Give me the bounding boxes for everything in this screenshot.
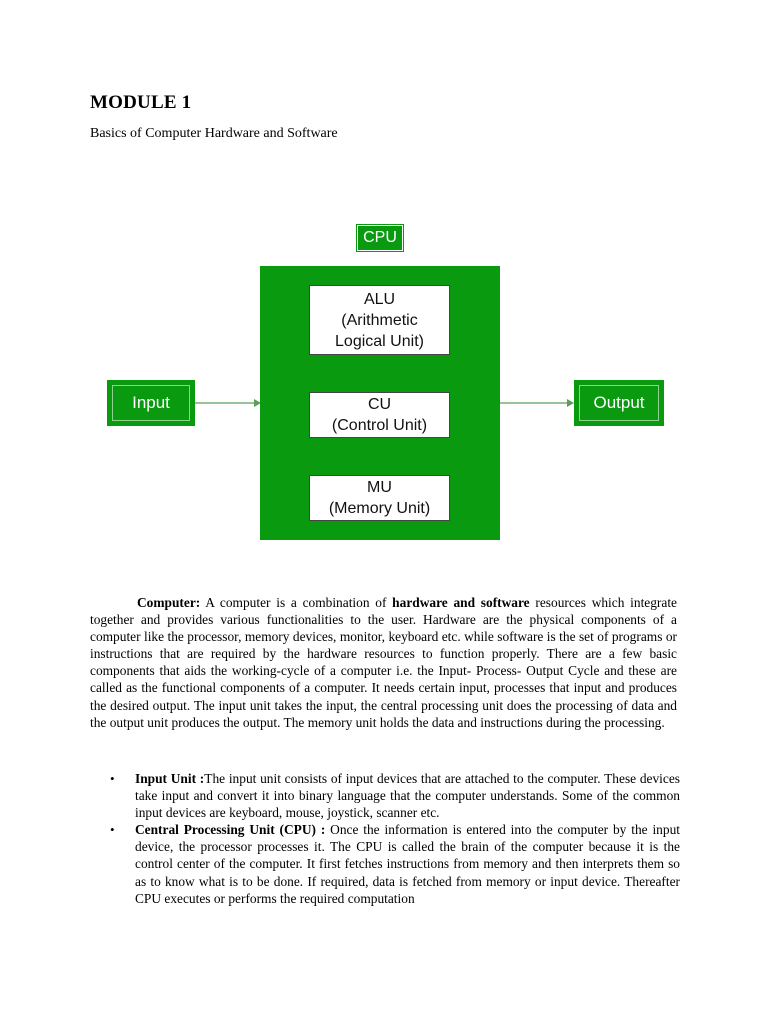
bullet-term: Central Processing Unit (CPU) : — [135, 822, 326, 838]
intro-text-1: A computer is a combination of — [200, 595, 393, 610]
bullet-icon: • — [110, 822, 115, 838]
output-box — [574, 380, 664, 426]
cu-box: CU (Control Unit) — [309, 392, 450, 438]
intro-text-2: resources which integrate together and provides various functionalities to the user. Hardware are the physical components of a computer like the processor, memory devices, monitor, keyboard etc. while software is the set of programs or instructions that are required by the hardware resources to function properly. There are a few basic components that aids the working-cycle of a computer i.e. the Input- Process- Output Cycle and these are called as the functional components of a computer. It needs certain input, processes that input and produces the desired output. The input unit takes the input, the central processing unit does the processing of data and the output unit produces the output. The memory unit holds the data and instructions during the processing. — [90, 595, 677, 730]
cpu-label: CPU — [358, 226, 402, 250]
mu-box: MU (Memory Unit) — [309, 475, 450, 521]
bullet-icon: • — [110, 771, 115, 786]
list-item-input-unit — [110, 770, 680, 821]
output-label: Output — [593, 393, 645, 412]
input-label: Input — [132, 393, 170, 412]
input-box — [107, 380, 195, 426]
alu-box: ALU (Arithmetic Logical Unit) — [309, 285, 450, 355]
output-box-inner-border — [579, 385, 659, 421]
module-title: MODULE 1 — [90, 92, 192, 113]
cpu-to-output-arrowhead — [567, 399, 574, 407]
intro-paragraph — [90, 594, 677, 731]
input-box-inner-border — [112, 385, 190, 421]
page-subtitle: Basics of Computer Hardware and Software — [90, 126, 338, 141]
bullet-term: Input Unit : — [135, 771, 205, 786]
list-item-cpu — [110, 821, 680, 906]
bullet-text: Once the information is entered into the computer by the input device, the processor processes it. The CPU is called the brain of the computer because it is the control center of the computer. It first fetches instructions from memory and then interprets them so as to know what is to be done. If required, data is fetched from memory or input device. Thereafter CPU executes or performs the required computation — [135, 822, 680, 906]
intro-bold-phrase: hardware and software — [392, 595, 530, 610]
component-bullet-list — [110, 770, 680, 907]
bullet-text: The input unit consists of input devices that are attached to the computer. These devices take input and convert it into binary language that the computer understands. Some of the common input devices are keyboard, mouse, joystick, scanner etc. — [135, 771, 680, 821]
intro-term: Computer: — [137, 595, 201, 610]
